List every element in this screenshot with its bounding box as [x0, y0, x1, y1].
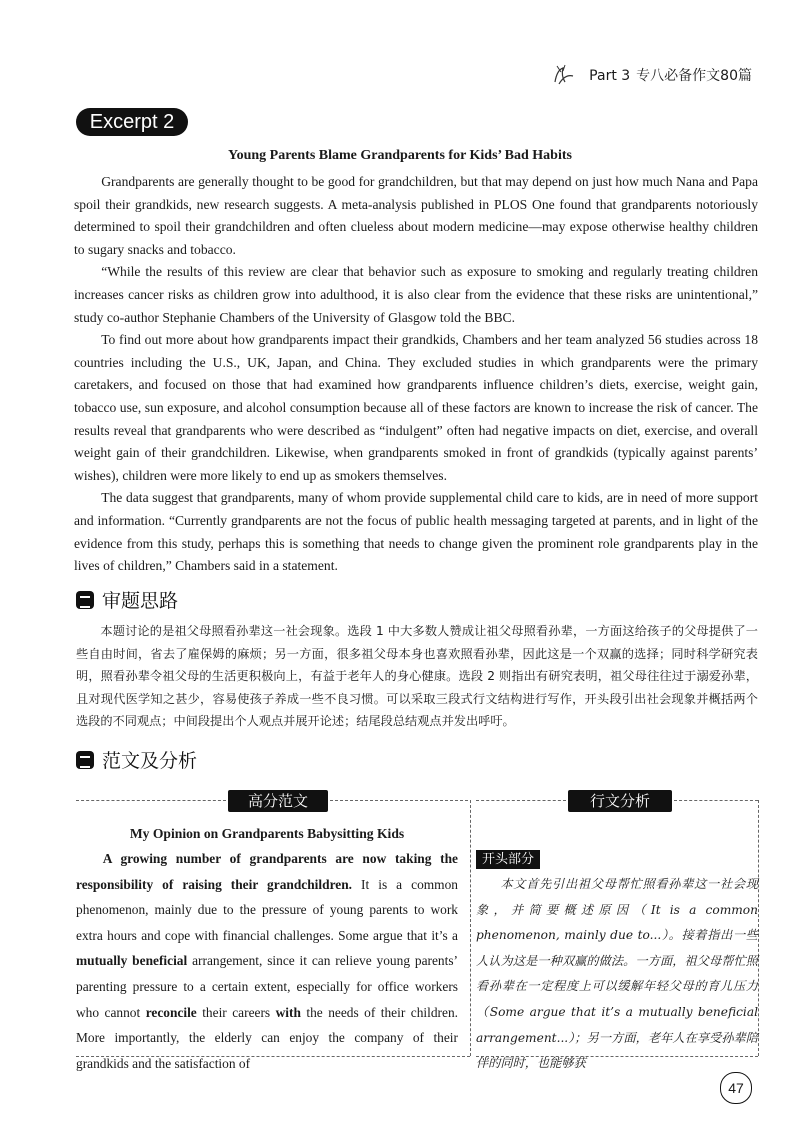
divider [674, 800, 758, 801]
column-divider [758, 800, 759, 1056]
article-paragraph: The data suggest that grandparents, many of whom provide supplemental child care to kids, are in need of more support and information. “Currently grandparents are not the focus of public health messaging targeted at parents, and in light of the evidence from this study, perhaps this is something that needs to change given the prominent role grandparents play in the lives of children,” Chambers said in a statement. [74, 490, 758, 574]
article-paragraph: To find out more about how grandparents impact their grandkids, Chambers and her team analyzed 56 studies across 18 countries including the U.S., UK, Japan, and China. They excluded studies in which grandparents were the primary caretakers, and focused on those that had examined how grandparents influence children’s diets, exercise, weight gain, tobacco use, sun exposure, and alcohol consumption because all of these factors are known to increase the risk of cancer. The results reveal that grandparents who were described as “indulgent” often had negative impacts on diet, exercise, and overall weight gain of their grandchildren. Likewise, when grandparents smoked in front of grandkids (typically against parents’ wishes), children were more likely to end up as smokers themselves. [74, 332, 758, 483]
review-body [76, 620, 758, 733]
essay-text: arrangement, since it can relieve young parents’ parenting pressure to a certain extent, especially for office workers who cannot [76, 953, 458, 1020]
essay-text: their careers [196, 1004, 276, 1020]
model-title: 范文及分析 [102, 750, 198, 772]
divider [76, 800, 226, 801]
essay-bold: mutually beneficial [76, 953, 188, 969]
review-section-title [76, 586, 178, 613]
section-icon [76, 751, 94, 769]
article-paragraph: Grandparents are generally thought to be good for grandchildren, but that may depend on just how much Nana and Papa spoil their grandkids, new research suggests. A meta-analysis published in PLOS One found that grandparents notoriously determined to spoil their grandchildren and often clueless about modern medicine—may expose otherwise healthy children to sugary snacks and tobacco. [74, 174, 758, 257]
essay-body [76, 846, 458, 1076]
analysis-body [476, 872, 758, 1077]
model-section-title [76, 746, 197, 773]
essay-text: the needs of their children. More importantly, the elderly can enjoy the company of their grandkids and the satisfaction of [76, 1004, 458, 1071]
analysis-text: 本文首先引出祖父母帮忙照看孙辈这一社会现象，并简要概述原因（It is a common phenomenon, mainly due to...）。接着指出一些人认为这是一种双赢的做法。一方面，祖父母帮忙照看孙辈在一定程度上可以缓解年轻父母的育儿压力（Some argue that it’s a mutually beneficial arrangement...）；另一方面，老年人在享受孙辈陪伴的同时，也能够获 [476, 877, 758, 1071]
page-header [551, 62, 752, 88]
article-body [74, 171, 758, 578]
essay-bold: A growing number of grandparents are now taking the responsibility of raising their grandchildren. [76, 851, 458, 892]
header-section: 专八必备作文80篇 [636, 68, 752, 84]
essay-tab: 高分范文 [228, 790, 328, 812]
book-icon [551, 62, 577, 88]
column-divider [470, 800, 471, 1056]
divider [330, 800, 468, 801]
header-part: Part 3 [589, 68, 631, 84]
divider [476, 800, 566, 801]
review-title: 审题思路 [102, 590, 179, 612]
analysis-tab: 行文分析 [568, 790, 672, 812]
review-text: 本题讨论的是祖父母照看孙辈这一社会现象。选段 1 中大多数人赞成让祖父母照看孙辈，一方面这给孩子的父母提供了一些自由时间，省去了雇保姆的麻烦；另一方面，很多祖父母本身也喜欢照看孙辈，因此这是一个双赢的选择；同时科学研究表明，照看孙辈令祖父母的生活更积极向上，有益于老年人的身心健康。选段 2 则指出有研究表明，祖父母往往过于溺爱孙辈，且对现代医学知之甚少，容易使孩子养成一些不良习惯。可以采取三段式行文结构进行写作，开头段引出社会现象并概括两个选段的不同观点；中间段提出个人观点并展开论述；结尾段总结观点并发出呼吁。 [76, 624, 758, 729]
essay-title: My Opinion on Grandparents Babysitting Kids [129, 826, 405, 841]
essay-bold: with [275, 1004, 301, 1020]
analysis-tag: 开头部分 [476, 850, 540, 869]
article-paragraph: “While the results of this review are clear that behavior such as exposure to smoking and regularly treating children increases cancer risks as children grow into adulthood, it is also clear from the evidence that these risks are unintentional,” study co-author Stephanie Chambers of the University of Glasgow told the BBC. [74, 264, 758, 325]
excerpt-badge: Excerpt 2 [76, 108, 188, 136]
section-icon [76, 591, 94, 609]
article-title: Young Parents Blame Grandparents for Kids’ Bad Habits [228, 148, 572, 163]
essay-text: It is a common phenomenon, mainly due to the pressure of young parents to work extra hours and cope with financial challenges. Some argue that it’s a [76, 876, 458, 943]
essay-bold: reconcile [145, 1004, 197, 1020]
page-number: 47 [720, 1072, 752, 1104]
